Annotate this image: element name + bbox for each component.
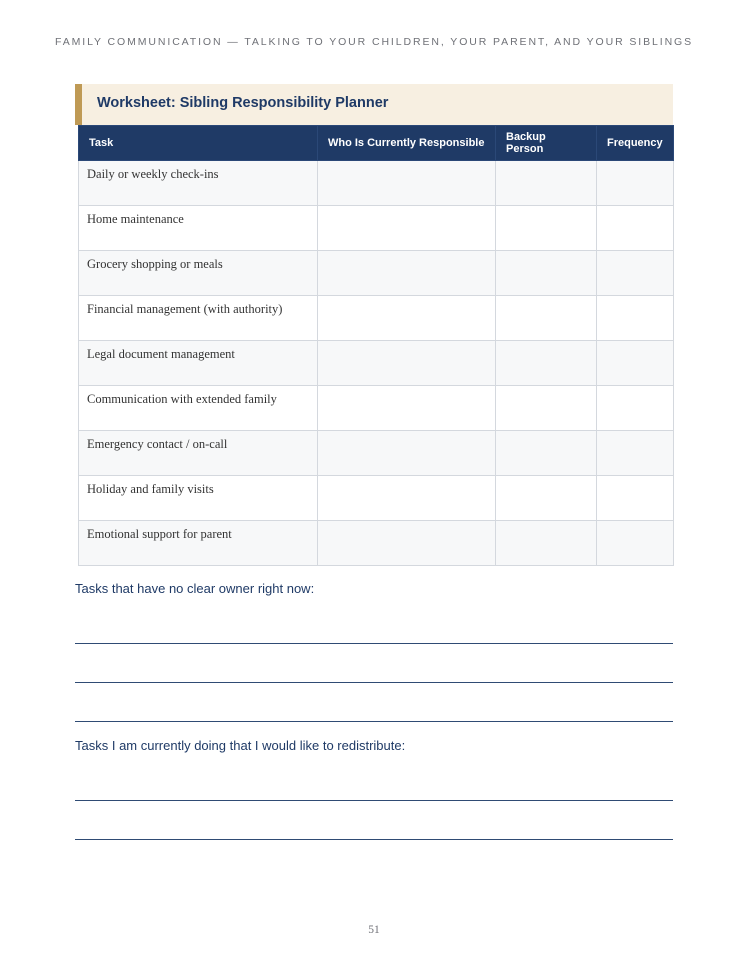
table-row [79, 476, 674, 521]
no-owner-write-line-1[interactable] [75, 643, 673, 644]
backup-cell[interactable] [496, 206, 597, 251]
task-cell [79, 206, 318, 251]
no-owner-write-line-2[interactable] [75, 682, 673, 683]
task-cell [79, 251, 318, 296]
frequency-cell[interactable] [597, 386, 674, 431]
worksheet-banner [75, 84, 673, 125]
task-label: Daily or weekly check-ins [87, 167, 219, 181]
task-cell [79, 431, 318, 476]
frequency-cell[interactable] [597, 521, 674, 566]
backup-cell[interactable] [496, 161, 597, 206]
frequency-cell[interactable] [597, 206, 674, 251]
no-owner-prompt: Tasks that have no clear owner right now: [75, 581, 315, 596]
table-row [79, 296, 674, 341]
task-cell [79, 341, 318, 386]
task-label: Legal document management [87, 347, 235, 361]
table-row [79, 161, 674, 206]
responsible-cell[interactable] [318, 476, 496, 521]
table-row [79, 341, 674, 386]
task-label: Grocery shopping or meals [87, 257, 223, 271]
table-row [79, 251, 674, 296]
responsible-cell[interactable] [318, 386, 496, 431]
column-header-task: Task [79, 126, 318, 161]
table-header-row [79, 126, 674, 161]
worksheet-title: Worksheet: Sibling Responsibility Planner [97, 95, 389, 111]
backup-cell[interactable] [496, 521, 597, 566]
redistribute-write-line-2[interactable] [75, 839, 673, 840]
running-header: FAMILY COMMUNICATION — TALKING TO YOUR CHILDREN, YOUR PARENT, AND YOUR SIBLINGS [54, 36, 694, 48]
backup-cell[interactable] [496, 251, 597, 296]
responsible-cell[interactable] [318, 431, 496, 476]
no-owner-write-line-3[interactable] [75, 721, 673, 722]
task-cell [79, 521, 318, 566]
column-header-responsible: Who Is Currently Responsible [318, 126, 496, 161]
task-label: Home maintenance [87, 212, 184, 226]
frequency-cell[interactable] [597, 251, 674, 296]
responsible-cell[interactable] [318, 296, 496, 341]
backup-cell[interactable] [496, 431, 597, 476]
backup-cell[interactable] [496, 386, 597, 431]
task-label: Financial management (with authority) [87, 302, 283, 316]
redistribute-write-line-1[interactable] [75, 800, 673, 801]
task-cell [79, 296, 318, 341]
task-label: Communication with extended family [87, 392, 277, 406]
table-row [79, 431, 674, 476]
frequency-cell[interactable] [597, 476, 674, 521]
task-label: Emergency contact / on-call [87, 437, 228, 451]
responsible-cell[interactable] [318, 161, 496, 206]
table-row [79, 521, 674, 566]
backup-cell[interactable] [496, 341, 597, 386]
frequency-cell[interactable] [597, 296, 674, 341]
backup-cell[interactable] [496, 476, 597, 521]
column-header-backup: Backup Person [496, 126, 597, 161]
frequency-cell[interactable] [597, 341, 674, 386]
page-number: 51 [368, 924, 380, 936]
frequency-cell[interactable] [597, 431, 674, 476]
responsibility-table [78, 125, 674, 566]
column-header-frequency: Frequency [597, 126, 674, 161]
task-cell [79, 476, 318, 521]
responsible-cell[interactable] [318, 251, 496, 296]
redistribute-prompt: Tasks I am currently doing that I would like to redistribute: [75, 738, 406, 753]
table-row [79, 206, 674, 251]
responsible-cell[interactable] [318, 206, 496, 251]
task-label: Emotional support for parent [87, 527, 232, 541]
backup-cell[interactable] [496, 296, 597, 341]
responsible-cell[interactable] [318, 521, 496, 566]
responsible-cell[interactable] [318, 341, 496, 386]
task-label: Holiday and family visits [87, 482, 214, 496]
task-cell [79, 161, 318, 206]
task-cell [79, 386, 318, 431]
frequency-cell[interactable] [597, 161, 674, 206]
table-row [79, 386, 674, 431]
